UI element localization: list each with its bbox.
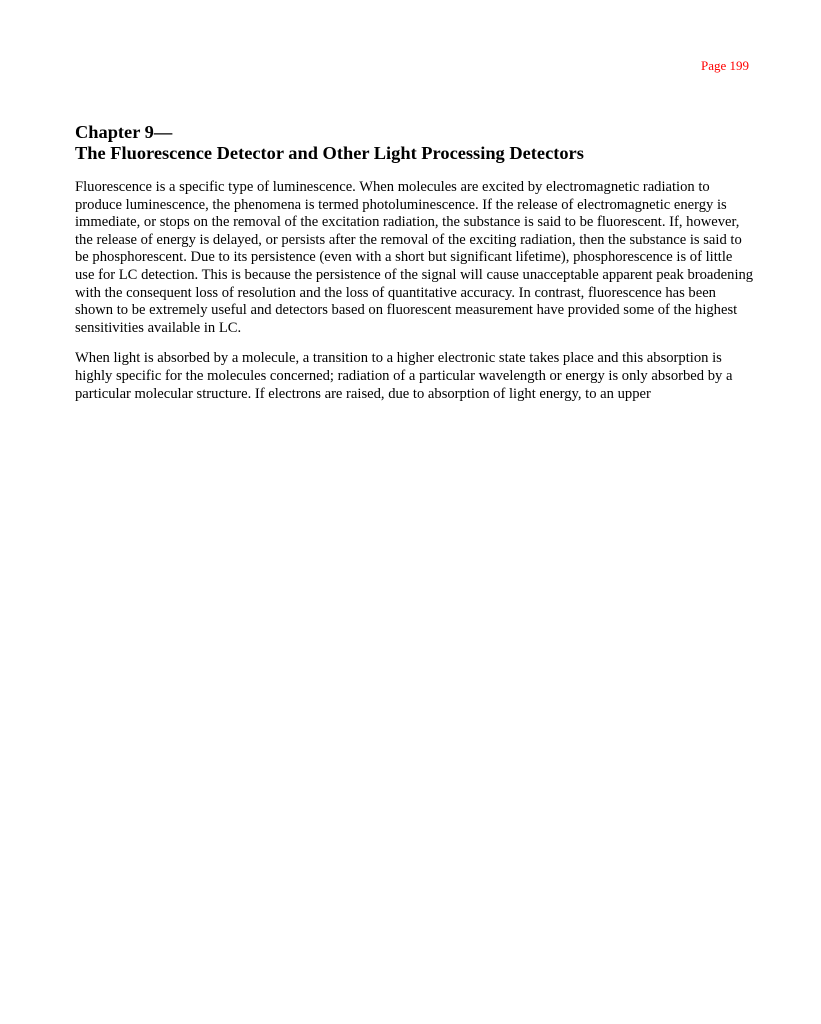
chapter-title: The Fluorescence Detector and Other Light Processing Detectors bbox=[75, 143, 584, 163]
chapter-number: Chapter 9— bbox=[75, 122, 173, 142]
paragraph-fluorescence-intro: Fluorescence is a specific type of luminescence. When molecules are excited by electromagnetic radiation to produce luminescence, the phenomena is termed photoluminescence. If the release of electromagnetic energy is immediate, or stops on the removal of the excitation radiation, the substance is said to be fluorescent. If, however, the release of energy is delayed, or persists after the removal of the exciting radiation, then the substance is said to be phosphorescent. Due to its persistence (even with a short but significant lifetime), phosphorescence is of little use for LC detection. This is because the persistence of the signal will cause unacceptable apparent peak broadening with the consequent loss of resolution and the loss of quantitative accuracy. In contrast, fluorescence has been shown to be extremely useful and detectors based on fluorescent measurement have provided some of the highest sensitivities available in LC. bbox=[75, 179, 754, 336]
paragraph-light-absorption: When light is absorbed by a molecule, a transition to a higher electronic state takes place and this absorption is highly specific for the molecules concerned; radiation of a particular wavelength or energy is only absorbed by a particular molecular structure. If electrons are raised, due to absorption of light energy, to an upper bbox=[75, 350, 733, 402]
page-number: Page 199 bbox=[700, 58, 749, 73]
document-body bbox=[75, 122, 755, 403]
chapter-heading bbox=[75, 122, 755, 164]
